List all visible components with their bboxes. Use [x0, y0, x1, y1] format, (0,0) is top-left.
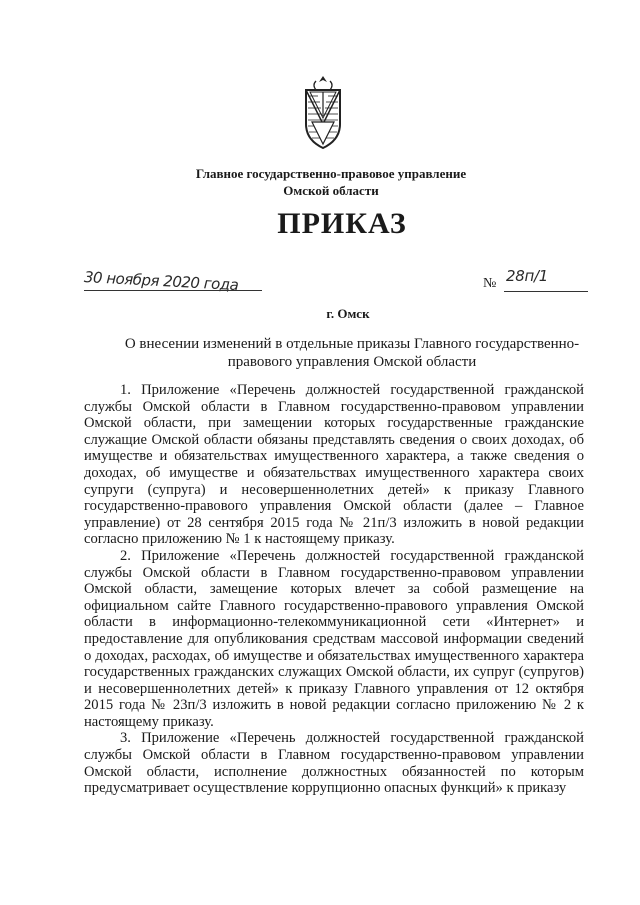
org-line-2: Омской области	[283, 183, 379, 198]
number-underline	[504, 291, 588, 292]
number-label: №	[483, 276, 497, 291]
document-body	[84, 382, 584, 797]
coat-of-arms-icon	[298, 74, 348, 154]
paragraph-2: 2. Приложение «Перечень должностей государственной гражданской службы Омской области в Главном государственно-правовом управлении Омской области, замещение которых влечет за собой размещение на официальном сайте Главного государственно-правового управления Омской области в информационно-телекоммуникационной сети «Интернет» и предоставление для опубликования средствам массовой информации сведений о доходах, расходах, об имуществе и обязательствах имущественного характера государственных гражданских служащих Омской области, их супруг (супругов) и несовершеннолетних детей» к приказу Главного управления от 12 октября 2015 года № 23п/3 изложить в новой редакции согласно приложению № 2 к настоящему приказу.	[84, 547, 584, 730]
city: г. Омск	[326, 306, 370, 321]
paragraph-1: 1. Приложение «Перечень должностей государственной гражданской службы Омской области в Главном государственно-правовом управлении Омской области, при замещении которых государственные гражданские служащие Омской области обязаны представлять сведения о своих доходах, об имуществе и обязательствах имущественного характера, а также сведения о доходах, об имуществе и обязательствах имущественного характера своих супруги (супруга) и несовершеннолетних детей» к приказу Главного государственно-правового управления Омской области (далее – Главное управление) от 28 сентября 2015 года № 21п/3 изложить в новой редакции согласно приложению № 1 к настоящему приказу.	[84, 382, 584, 548]
handwritten-number: 28п/1	[506, 267, 548, 285]
handwritten-date: 30 ноября 2020 года	[83, 268, 239, 295]
org-line-1: Главное государственно-правовое управление	[195, 166, 467, 181]
organization-name	[0, 165, 640, 199]
document-title: ПРИКАЗ	[277, 207, 407, 240]
document-subject: О внесении изменений в отдельные приказы Главного государственно-правового управления Омской области	[124, 336, 580, 370]
paragraph-3: 3. Приложение «Перечень должностей государственной гражданской службы Омской области в Главном государственно-правовом управлении Омской области, исполнение должностных обязанностей по которым предусматривает осуществление коррупционно опасных функций» к приказу	[84, 730, 584, 797]
date-underline	[84, 290, 262, 291]
